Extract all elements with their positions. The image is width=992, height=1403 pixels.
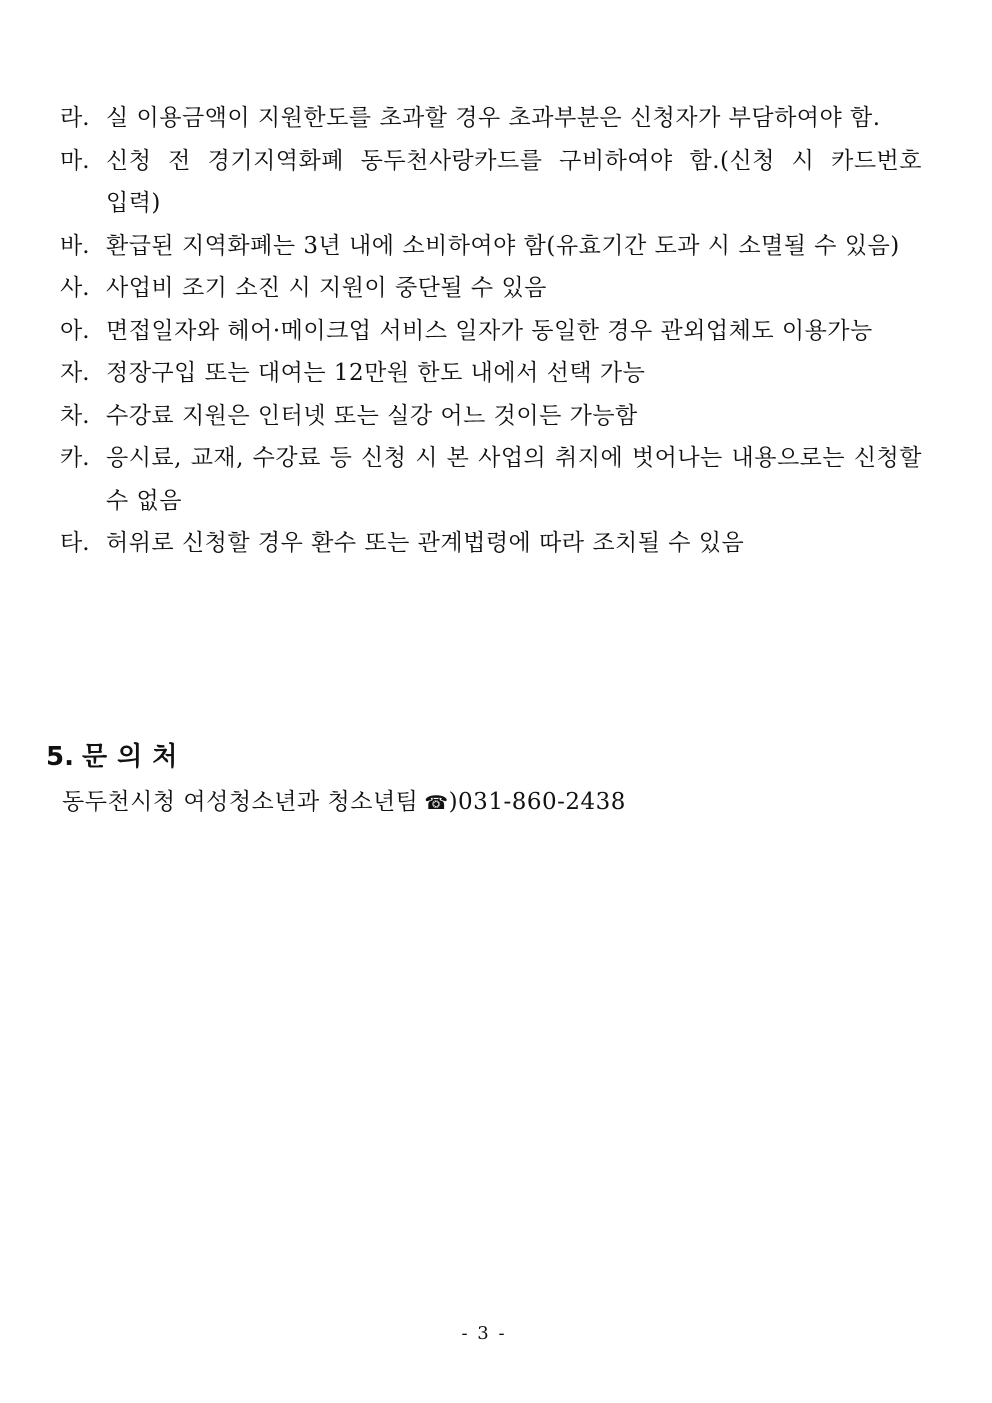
item-marker: 라. [60,105,90,131]
list-item [60,395,922,438]
section-heading [46,737,187,777]
list-item [60,522,922,565]
item-text: 사업비 조기 소진 시 지원이 중단될 수 있음 [106,275,547,301]
item-text: 정장구입 또는 대여는 12만원 한도 내에서 선택 가능 [106,360,646,386]
item-marker: 마. [60,147,90,174]
item-marker: 사. [60,275,90,301]
list-item [60,140,922,225]
item-text: 환급된 지역화폐는 3년 내에 소비하여야 함(유효기간 도과 시 소멸될 수 있음) [106,232,900,259]
section-title: 문의처 [81,742,188,772]
contact-phone: )031-860-2438 [448,789,626,815]
item-marker: 바. [60,232,90,259]
item-marker: 자. [60,360,90,386]
phone-icon: ☎ [424,792,449,814]
item-text: 허위로 신청할 경우 환수 또는 관계법령에 따라 조치될 수 있음 [106,530,745,556]
list-item [60,310,922,353]
list-item [60,97,922,140]
item-marker: 카. [60,445,90,471]
contact-line [62,782,626,823]
list-item [60,225,922,268]
notes-list [60,97,922,565]
item-text: 실 이용금액이 지원한도를 초과할 경우 초과부분은 신청자가 부담하여야 함. [106,105,881,131]
list-item [60,352,922,395]
item-text: 신청 전 경기지역화폐 동두천사랑카드를 구비하여야 함.(신청 시 카드번호 입력) [106,147,922,216]
list-item [60,437,922,522]
item-marker: 차. [60,402,90,429]
item-text: 응시료, 교재, 수강료 등 신청 시 본 사업의 취지에 벗어나는 내용으로는 신청할 수 없음 [106,445,922,514]
item-marker: 아. [60,317,90,344]
contact-department: 동두천시청 여성청소년과 청소년팀 [62,789,419,815]
item-text: 수강료 지원은 인터넷 또는 실강 어느 것이든 가능함 [106,402,638,429]
list-item [60,267,922,310]
page-number: - 3 - [461,1323,507,1344]
section-number: 5. [46,742,74,772]
item-text: 면접일자와 헤어·메이크업 서비스 일자가 동일한 경우 관외업체도 이용가능 [106,317,873,344]
item-marker: 타. [60,530,90,556]
